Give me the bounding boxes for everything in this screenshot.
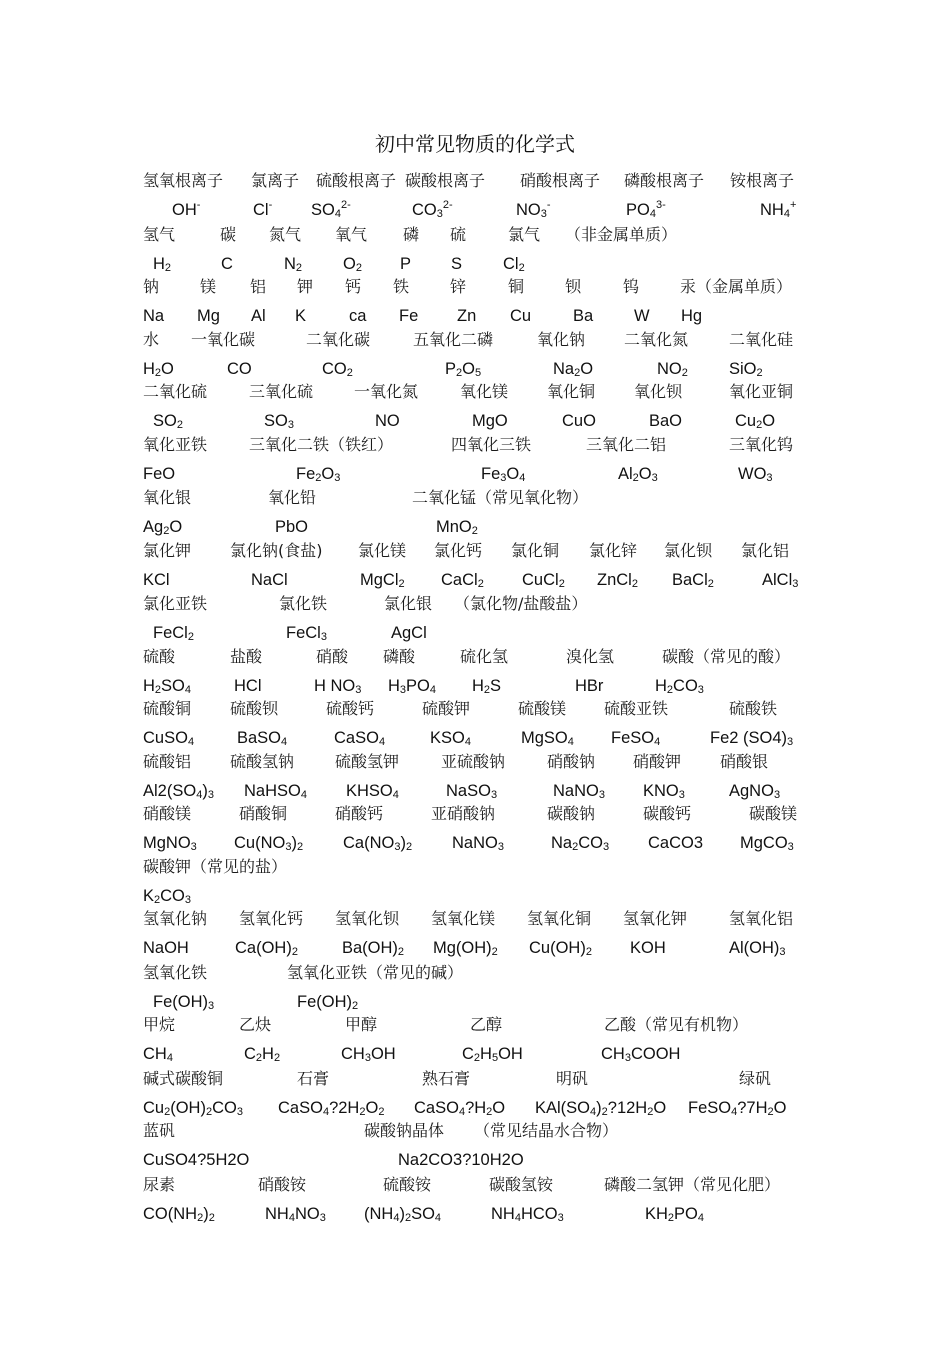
substance-name: 氢氧化铝 (729, 909, 794, 928)
chemical-formula: $O_2$ (343, 255, 362, 274)
substance-name: 氧化铅 (268, 488, 317, 507)
substance-name: 磷酸 (383, 647, 416, 666)
substance-name: 四氧化三铁 (451, 435, 532, 454)
substance-name: 氢气 (143, 225, 176, 244)
substance-name: 氯化钙 (434, 541, 483, 560)
name-row (0, 1174, 950, 1200)
substance-name: 碳酸钠 (547, 804, 596, 823)
chemical-formula: $Fe(OH)_2$ (297, 993, 359, 1012)
chemical-formula: Zn (457, 307, 477, 325)
substance-name: 碳酸氢铵 (489, 1175, 554, 1194)
chemical-formula: $CH_3COOH$ (601, 1045, 681, 1064)
chemical-formula: $KNO_3$ (643, 782, 685, 801)
name-row (0, 487, 950, 513)
chemical-formula: $Cu(NO_3)_2$ (234, 834, 304, 853)
chemical-formula: P (400, 255, 412, 273)
substance-name: 氧气 (335, 225, 368, 244)
formula-row (0, 1203, 950, 1229)
chemical-formula: CaSO$_4$ (334, 729, 386, 748)
chemical-formula: KOH (630, 939, 666, 957)
name-row (0, 751, 950, 777)
substance-name: 钠 (143, 277, 160, 296)
substance-name: 碳酸根离子 (405, 171, 486, 190)
chemical-formula: $SO_3$ (264, 412, 294, 431)
substance-name: 绿矾 (739, 1069, 772, 1088)
substance-name: 硝酸根离子 (520, 171, 601, 190)
chemical-formula: Fe (399, 307, 419, 325)
chemical-formula: FeSO$_4$ (611, 729, 661, 748)
chemical-formula: FeO (143, 465, 176, 483)
substance-name: 硫酸氢钾 (335, 752, 400, 771)
chemical-formula: Na (143, 307, 165, 325)
substance-name: 蓝矾 (143, 1121, 176, 1140)
substance-name: 氯化锌 (589, 541, 638, 560)
chemical-formula: H $NO_3$ (314, 677, 362, 696)
chemical-formula: $Ba(OH)_2$ (342, 939, 405, 958)
chemical-formula: FeCl$_3$ (286, 624, 327, 643)
name-row (0, 434, 950, 460)
chemical-formula: FeCl$_2$ (153, 624, 194, 643)
substance-name: 三氧化硫 (249, 382, 314, 401)
substance-name: 硫酸亚铁 (604, 699, 669, 718)
chemical-formula: $Al_2O_3$ (618, 465, 658, 484)
chemical-formula: $C_2H_2$ (244, 1045, 281, 1064)
chemical-formula: $Ca(NO_3)_2$ (343, 834, 413, 853)
chemical-formula: $Fe_3O_4$ (481, 465, 526, 484)
formula-row (0, 516, 950, 542)
substance-name: 氯化钡 (664, 541, 713, 560)
substance-name: 硝酸银 (720, 752, 769, 771)
chemical-formula: $KHSO_4$ (346, 782, 399, 801)
substance-name: 明矾 (556, 1069, 589, 1088)
substance-name: 三氧化二铝 (586, 435, 667, 454)
name-row (0, 276, 950, 302)
substance-name: 钡 (565, 277, 582, 296)
chemical-formula: $KSO_4$ (430, 729, 471, 748)
substance-name: 铝 (250, 277, 267, 296)
chemical-formula: $H_2CO_3$ (655, 677, 704, 696)
chemical-formula: KCl (143, 571, 170, 589)
substance-name: 碳酸钙 (643, 804, 692, 823)
chemical-formula: $H_2S$ (472, 677, 502, 696)
chemical-formula: $CH_4$ (143, 1045, 173, 1064)
chemical-formula: MnO$_2$ (436, 518, 478, 537)
chemical-formula: CuO (562, 412, 596, 430)
chemical-formula: $NH_4NO_3$ (265, 1205, 326, 1224)
substance-name: 氯化铝 (741, 541, 790, 560)
substance-name: 乙炔 (239, 1015, 272, 1034)
chemical-formula: $Cu(OH)_2$ (529, 939, 592, 958)
substance-name: 硫化氢 (460, 647, 509, 666)
chemical-formula: $CO(NH_2)_2$ (143, 1205, 215, 1224)
chemical-formula: HBr (575, 677, 604, 695)
chemical-formula: MgCl$_2$ (360, 571, 405, 590)
chemical-formula: $WO_3$ (738, 465, 773, 484)
chemical-formula: $CaSO_4?2H_2O_2$ (278, 1099, 385, 1118)
chemical-formula: NaOH (143, 939, 189, 957)
chemical-formula: $Ag_2O$ (143, 518, 183, 537)
substance-name: 五氧化二磷 (413, 330, 494, 349)
substance-name: 硫酸铜 (143, 699, 192, 718)
chemical-formula: Na2CO3?10H2O (398, 1151, 524, 1169)
chemical-formula: AgNO$_3$ (729, 782, 781, 801)
substance-name: 一氧化氮 (354, 382, 419, 401)
chemical-formula: NaCl (251, 571, 288, 589)
chemical-formula: Fe2 $(SO4)_3$ (710, 729, 794, 748)
substance-name: 氯气 (508, 225, 541, 244)
formula-row (0, 1149, 950, 1175)
chemical-formula: $Ca(OH)_2$ (235, 939, 298, 958)
formula-row (0, 622, 950, 648)
substance-name: 硫酸镁 (518, 699, 567, 718)
substance-name: 氢氧化钾 (623, 909, 688, 928)
name-row (0, 856, 950, 882)
chemical-formula: $Na_2CO_3$ (551, 834, 610, 853)
substance-name: 硫酸钾 (422, 699, 471, 718)
chemical-formula: CaCO3 (648, 834, 704, 852)
substance-name: （氯化物/盐酸盐） (454, 594, 588, 613)
chemical-formula: $Mg(OH)_2$ (433, 939, 498, 958)
name-row (0, 329, 950, 355)
substance-name: 氯化钠(食盐) (230, 541, 323, 560)
chemical-formula: $H_3PO_4$ (388, 677, 437, 696)
substance-name: 磷 (403, 225, 420, 244)
formula-row (0, 199, 950, 225)
chemical-formula: OH- (172, 199, 201, 219)
chemical-formula: SiO$_2$ (729, 360, 763, 379)
name-row (0, 593, 950, 619)
substance-name: 磷酸根离子 (624, 171, 705, 190)
chemical-formula: CaCl$_2$ (441, 571, 484, 590)
name-row (0, 170, 950, 196)
name-row (0, 1068, 950, 1094)
chemical-formula: $Cu_2O$ (735, 412, 776, 431)
chemical-formula: $PO_4^{3-}$ (626, 199, 666, 220)
chemical-formula: $NH_4^+$ (760, 199, 797, 220)
substance-name: 氢氧根离子 (143, 171, 224, 190)
name-row (0, 803, 950, 829)
chemical-formula: Cl- (253, 199, 273, 219)
formula-row (0, 1043, 950, 1069)
substance-name: 乙酸（常见有机物） (604, 1015, 749, 1034)
substance-name: 硝酸镁 (143, 804, 192, 823)
substance-name: 氧化钡 (634, 382, 683, 401)
chemical-formula: MgO (472, 412, 508, 430)
substance-name: 硝酸 (316, 647, 349, 666)
formula-row (0, 463, 950, 489)
substance-name: 硫酸根离子 (316, 171, 397, 190)
name-row (0, 646, 950, 672)
substance-name: 氧化铜 (547, 382, 596, 401)
page-title: 初中常见物质的化学式 (375, 132, 575, 156)
chemical-formula: $H_2O$ (143, 360, 174, 379)
chemical-formula: $KH_2PO_4$ (645, 1205, 705, 1224)
formula-row (0, 832, 950, 858)
chemical-formula: BaCl$_2$ (672, 571, 714, 590)
substance-name: 氯化铜 (511, 541, 560, 560)
chemical-formula: MgCO$_3$ (740, 834, 794, 853)
chemical-formula: $NO_3^-$ (516, 199, 551, 220)
substance-name: 碳酸镁 (749, 804, 798, 823)
substance-name: 甲醇 (345, 1015, 378, 1034)
substance-name: 氧化银 (143, 488, 192, 507)
name-row (0, 381, 950, 407)
substance-name: 硫 (450, 225, 467, 244)
chemical-formula: BaO (649, 412, 683, 430)
chemical-formula: MgNO$_3$ (143, 834, 197, 853)
substance-name: 氧化钠 (537, 330, 586, 349)
substance-name: 汞（金属单质） (680, 277, 793, 296)
substance-name: 磷酸二氢钾（常见化肥） (604, 1175, 781, 1194)
chemical-formula: C (221, 255, 233, 273)
substance-name: 二氧化硫 (143, 382, 208, 401)
substance-name: 一氧化碳 (191, 330, 256, 349)
chemical-formula: $NH_4HCO_3$ (491, 1205, 564, 1224)
substance-name: 氢氧化铜 (527, 909, 592, 928)
chemical-formula: $Fe(OH)_3$ (153, 993, 215, 1012)
chemical-formula: $C_2H_5OH$ (462, 1045, 523, 1064)
chemical-formula: $KAl(SO_4)_2?12H_2O$ (535, 1099, 667, 1118)
substance-name: 碳 (220, 225, 237, 244)
substance-name: 氢氧化钡 (335, 909, 400, 928)
substance-name: 二氧化碳 (306, 330, 371, 349)
substance-name: 氯化银 (384, 594, 433, 613)
chemical-formula: MgSO$_4$ (521, 729, 574, 748)
chemical-formula: $CO_3^{2-}$ (412, 199, 453, 220)
substance-name: 硫酸铵 (383, 1175, 432, 1194)
chemical-formula: $Na_2O$ (553, 360, 594, 379)
substance-name: 氢氧化铁 (143, 963, 208, 982)
chemical-formula: $SO_4^{2-}$ (311, 199, 351, 220)
name-row (0, 1120, 950, 1146)
chemical-formula: BaSO$_4$ (237, 729, 288, 748)
substance-name: 氧化亚铜 (729, 382, 794, 401)
chemical-formula: Hg (681, 307, 703, 325)
substance-name: 甲烷 (143, 1015, 176, 1034)
formula-row (0, 305, 950, 331)
chemical-formula: $FeSO_4?7H_2O$ (688, 1099, 787, 1118)
name-row (0, 698, 950, 724)
chemical-formula: $(NH_4)_2SO_4$ (364, 1205, 442, 1224)
substance-name: 碳酸（常见的酸） (662, 647, 791, 666)
substance-name: 碳酸钾（常见的盐） (143, 857, 288, 876)
formula-row (0, 410, 950, 436)
substance-name: 氯化镁 (358, 541, 407, 560)
substance-name: 铵根离子 (730, 171, 795, 190)
substance-name: 亚硝酸钠 (431, 804, 496, 823)
name-row (0, 1014, 950, 1040)
substance-name: 尿素 (143, 1175, 176, 1194)
formula-row (0, 937, 950, 963)
substance-name: 氧化亚铁 (143, 435, 208, 454)
chemical-formula: ca (349, 307, 367, 325)
substance-name: 硝酸铜 (239, 804, 288, 823)
substance-name: 氢氧化钠 (143, 909, 208, 928)
substance-name: 铜 (508, 277, 525, 296)
chemical-formula: PbO (275, 518, 309, 536)
chemical-formula: HCl (234, 677, 262, 695)
substance-name: 硫酸铁 (729, 699, 778, 718)
chemical-formula: Cu (510, 307, 532, 325)
chemical-formula: ZnCl$_2$ (597, 571, 638, 590)
substance-name: 钾 (297, 277, 314, 296)
chemical-formula: $CO_2$ (322, 360, 353, 379)
chemical-formula: NaNO$_3$ (553, 782, 605, 801)
chemical-formula: Al (251, 307, 266, 325)
chemical-formula: W (634, 307, 650, 325)
formula-row (0, 569, 950, 595)
chemical-formula: CuCl$_2$ (522, 571, 565, 590)
substance-name: 钨 (623, 277, 640, 296)
substance-name: 氢氧化亚铁（常见的碱） (287, 963, 464, 982)
chemical-formula: NaSO$_3$ (446, 782, 498, 801)
substance-name: 氯离子 (251, 171, 300, 190)
chemical-formula: $P_2O_5$ (445, 360, 482, 379)
substance-name: 硝酸铵 (258, 1175, 307, 1194)
substance-name: 硫酸氢钠 (230, 752, 295, 771)
substance-name: 水 (143, 330, 160, 349)
chemical-formula: CuSO4?5H2O (143, 1151, 250, 1169)
substance-name: 亚硫酸钠 (441, 752, 506, 771)
chemical-formula: $Al(OH)_3$ (729, 939, 786, 958)
chemical-formula: Ba (573, 307, 594, 325)
chemical-formula: $SO_2$ (153, 412, 183, 431)
substance-name: 二氧化硅 (729, 330, 794, 349)
substance-name: 熟石膏 (422, 1069, 471, 1088)
substance-name: 铁 (393, 277, 410, 296)
chemical-formula: CuSO$_4$ (143, 729, 195, 748)
chemical-formula: K (295, 307, 307, 325)
chemical-formula: $CH_3OH$ (341, 1045, 396, 1064)
substance-name: 氮气 (269, 225, 302, 244)
substance-name: 硫酸钡 (230, 699, 279, 718)
substance-name: 氯化钾 (143, 541, 192, 560)
chemical-formula: AgCl (391, 624, 427, 642)
substance-name: 氢氧化镁 (431, 909, 496, 928)
chemical-formula: $Fe_2O_3$ (296, 465, 341, 484)
chemical-formula: $Cl_2$ (503, 255, 525, 274)
chemical-formula: NaNO$_3$ (452, 834, 504, 853)
chemical-formula: $NO_2$ (657, 360, 688, 379)
name-row (0, 908, 950, 934)
substance-name: 碱式碳酸铜 (143, 1069, 224, 1088)
substance-name: 钙 (345, 277, 362, 296)
substance-name: 氧化镁 (460, 382, 509, 401)
chemical-formula: NO (375, 412, 400, 430)
substance-name: 二氧化锰（常见氧化物） (412, 488, 589, 507)
chemical-formula: NaHSO$_4$ (244, 782, 307, 801)
name-row (0, 224, 950, 250)
chemical-formula: S (451, 255, 463, 273)
substance-name: 氯化亚铁 (143, 594, 208, 613)
substance-name: 硫酸铝 (143, 752, 192, 771)
chemical-formula: $K_2CO_3$ (143, 887, 192, 906)
substance-name: 乙醇 (470, 1015, 503, 1034)
chemical-formula: $Al2(SO_4)_3$ (143, 782, 214, 801)
name-row (0, 962, 950, 988)
substance-name: 硝酸钠 (547, 752, 596, 771)
substance-name: 三氧化二铁（铁红） (249, 435, 394, 454)
substance-name: 碳酸钠晶体 (364, 1121, 445, 1140)
chemical-formula: $N_2$ (284, 255, 303, 274)
substance-name: 氯化铁 (279, 594, 328, 613)
substance-name: 石膏 (297, 1069, 330, 1088)
substance-name: （常见结晶水合物） (474, 1121, 619, 1140)
substance-name: 硫酸钙 (326, 699, 375, 718)
substance-name: 氢氧化钙 (239, 909, 304, 928)
chemical-formula: $CaSO_4?H_2O$ (414, 1099, 506, 1118)
chemical-formula: $Cu_2(OH)_2CO_3$ (143, 1099, 243, 1118)
substance-name: 二氧化氮 (624, 330, 689, 349)
substance-name: 硫酸 (143, 647, 176, 666)
substance-name: 硝酸钾 (633, 752, 682, 771)
chemical-formula: $H_2$ (153, 255, 172, 274)
substance-name: 盐酸 (230, 647, 263, 666)
substance-name: 镁 (200, 277, 217, 296)
substance-name: 溴化氢 (566, 647, 615, 666)
formula-row (0, 727, 950, 753)
substance-name: （非金属单质） (565, 225, 678, 244)
chemical-formula: Mg (197, 307, 220, 325)
name-row (0, 540, 950, 566)
substance-name: 锌 (450, 277, 467, 296)
chemical-formula: AlCl$_3$ (762, 571, 799, 590)
chemical-formula: CO (227, 360, 252, 378)
substance-name: 硝酸钙 (335, 804, 384, 823)
chemical-formula: $H_2SO_4$ (143, 677, 192, 696)
substance-name: 三氧化钨 (729, 435, 794, 454)
